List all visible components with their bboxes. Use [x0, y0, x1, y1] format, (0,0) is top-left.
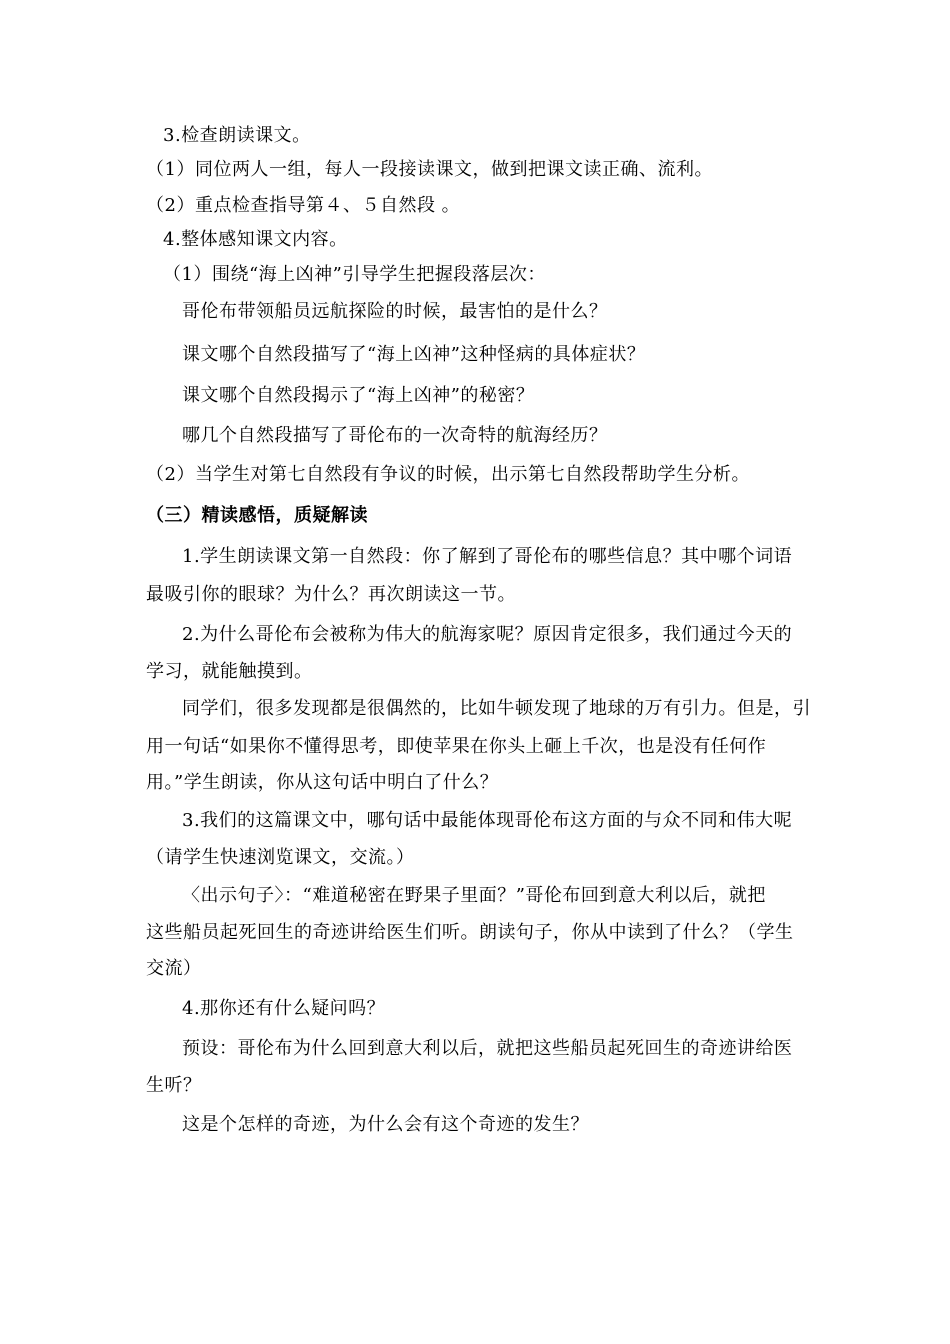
line-step-3-item-1: （1）同位两人一组，每人一段接读课文，做到把课文读正确、流利。	[146, 159, 713, 180]
line-question-4: 哪几个自然段描写了哥伦布的一次奇特的航海经历？	[182, 425, 608, 446]
line-para-3-a: 同学们，很多发现都是很偶然的，比如牛顿发现了地球的万有引力。但是，引	[182, 698, 811, 719]
line-para-8: 这是个怎样的奇迹，为什么会有这个奇迹的发生？	[182, 1114, 589, 1135]
line-para-7-b: 生听？	[146, 1075, 202, 1096]
line-step-3-heading: 3.检查朗读课文。	[163, 125, 311, 146]
line-question-3: 课文哪个自然段揭示了“海上凶神”的秘密？	[182, 385, 535, 406]
line-para-6: 4.那你还有什么疑问吗？	[182, 998, 386, 1019]
line-para-2-a: 2.为什么哥伦布会被称为伟大的航海家呢？原因肯定很多，我们通过今天的	[182, 624, 793, 645]
line-para-1-b: 最吸引你的眼球？为什么？再次朗读这一节。	[146, 584, 516, 605]
line-para-3-c: 用。”学生朗读，你从这句话中明白了什么？	[146, 772, 499, 793]
line-step-4-item-2: （2）当学生对第七自然段有争议的时候，出示第七自然段帮助学生分析。	[146, 464, 750, 485]
line-para-7-a: 预设：哥伦布为什么回到意大利以后，就把这些船员起死回生的奇迹讲给医	[182, 1038, 793, 1059]
line-step-4-heading: 4.整体感知课文内容。	[163, 229, 348, 250]
section-heading: （三）精读感悟，质疑解读	[146, 505, 368, 526]
line-para-5-c: 交流）	[146, 958, 202, 979]
line-step-3-item-2: （2）重点检查指导第４、５自然段 。	[146, 195, 461, 216]
line-question-2: 课文哪个自然段描写了“海上凶神”这种怪病的具体症状？	[182, 344, 646, 365]
line-para-4-b: （请学生快速浏览课文，交流。）	[146, 847, 415, 868]
line-para-5-b: 这些船员起死回生的奇迹讲给医生们听。朗读句子，你从中读到了什么？（学生	[146, 922, 794, 943]
line-para-1-a: 1.学生朗读课文第一自然段：你了解到了哥伦布的哪些信息？其中哪个词语	[182, 546, 793, 567]
line-para-5-a: 〈出示句子〉：“难道秘密在野果子里面？”哥伦布回到意大利以后，就把	[182, 885, 766, 906]
line-step-4-item-1: （1）围绕“海上凶神”引导学生把握段落层次：	[163, 264, 546, 285]
line-question-1: 哥伦布带领船员远航探险的时候，最害怕的是什么？	[182, 301, 608, 322]
line-para-2-b: 学习，就能触摸到。	[146, 661, 313, 682]
line-para-4-a: 3.我们的这篇课文中，哪句话中最能体现哥伦布这方面的与众不同和伟大呢	[182, 810, 793, 831]
line-para-3-b: 用一句话“如果你不懂得思考，即使苹果在你头上砸上千次，也是没有任何作	[146, 736, 767, 757]
